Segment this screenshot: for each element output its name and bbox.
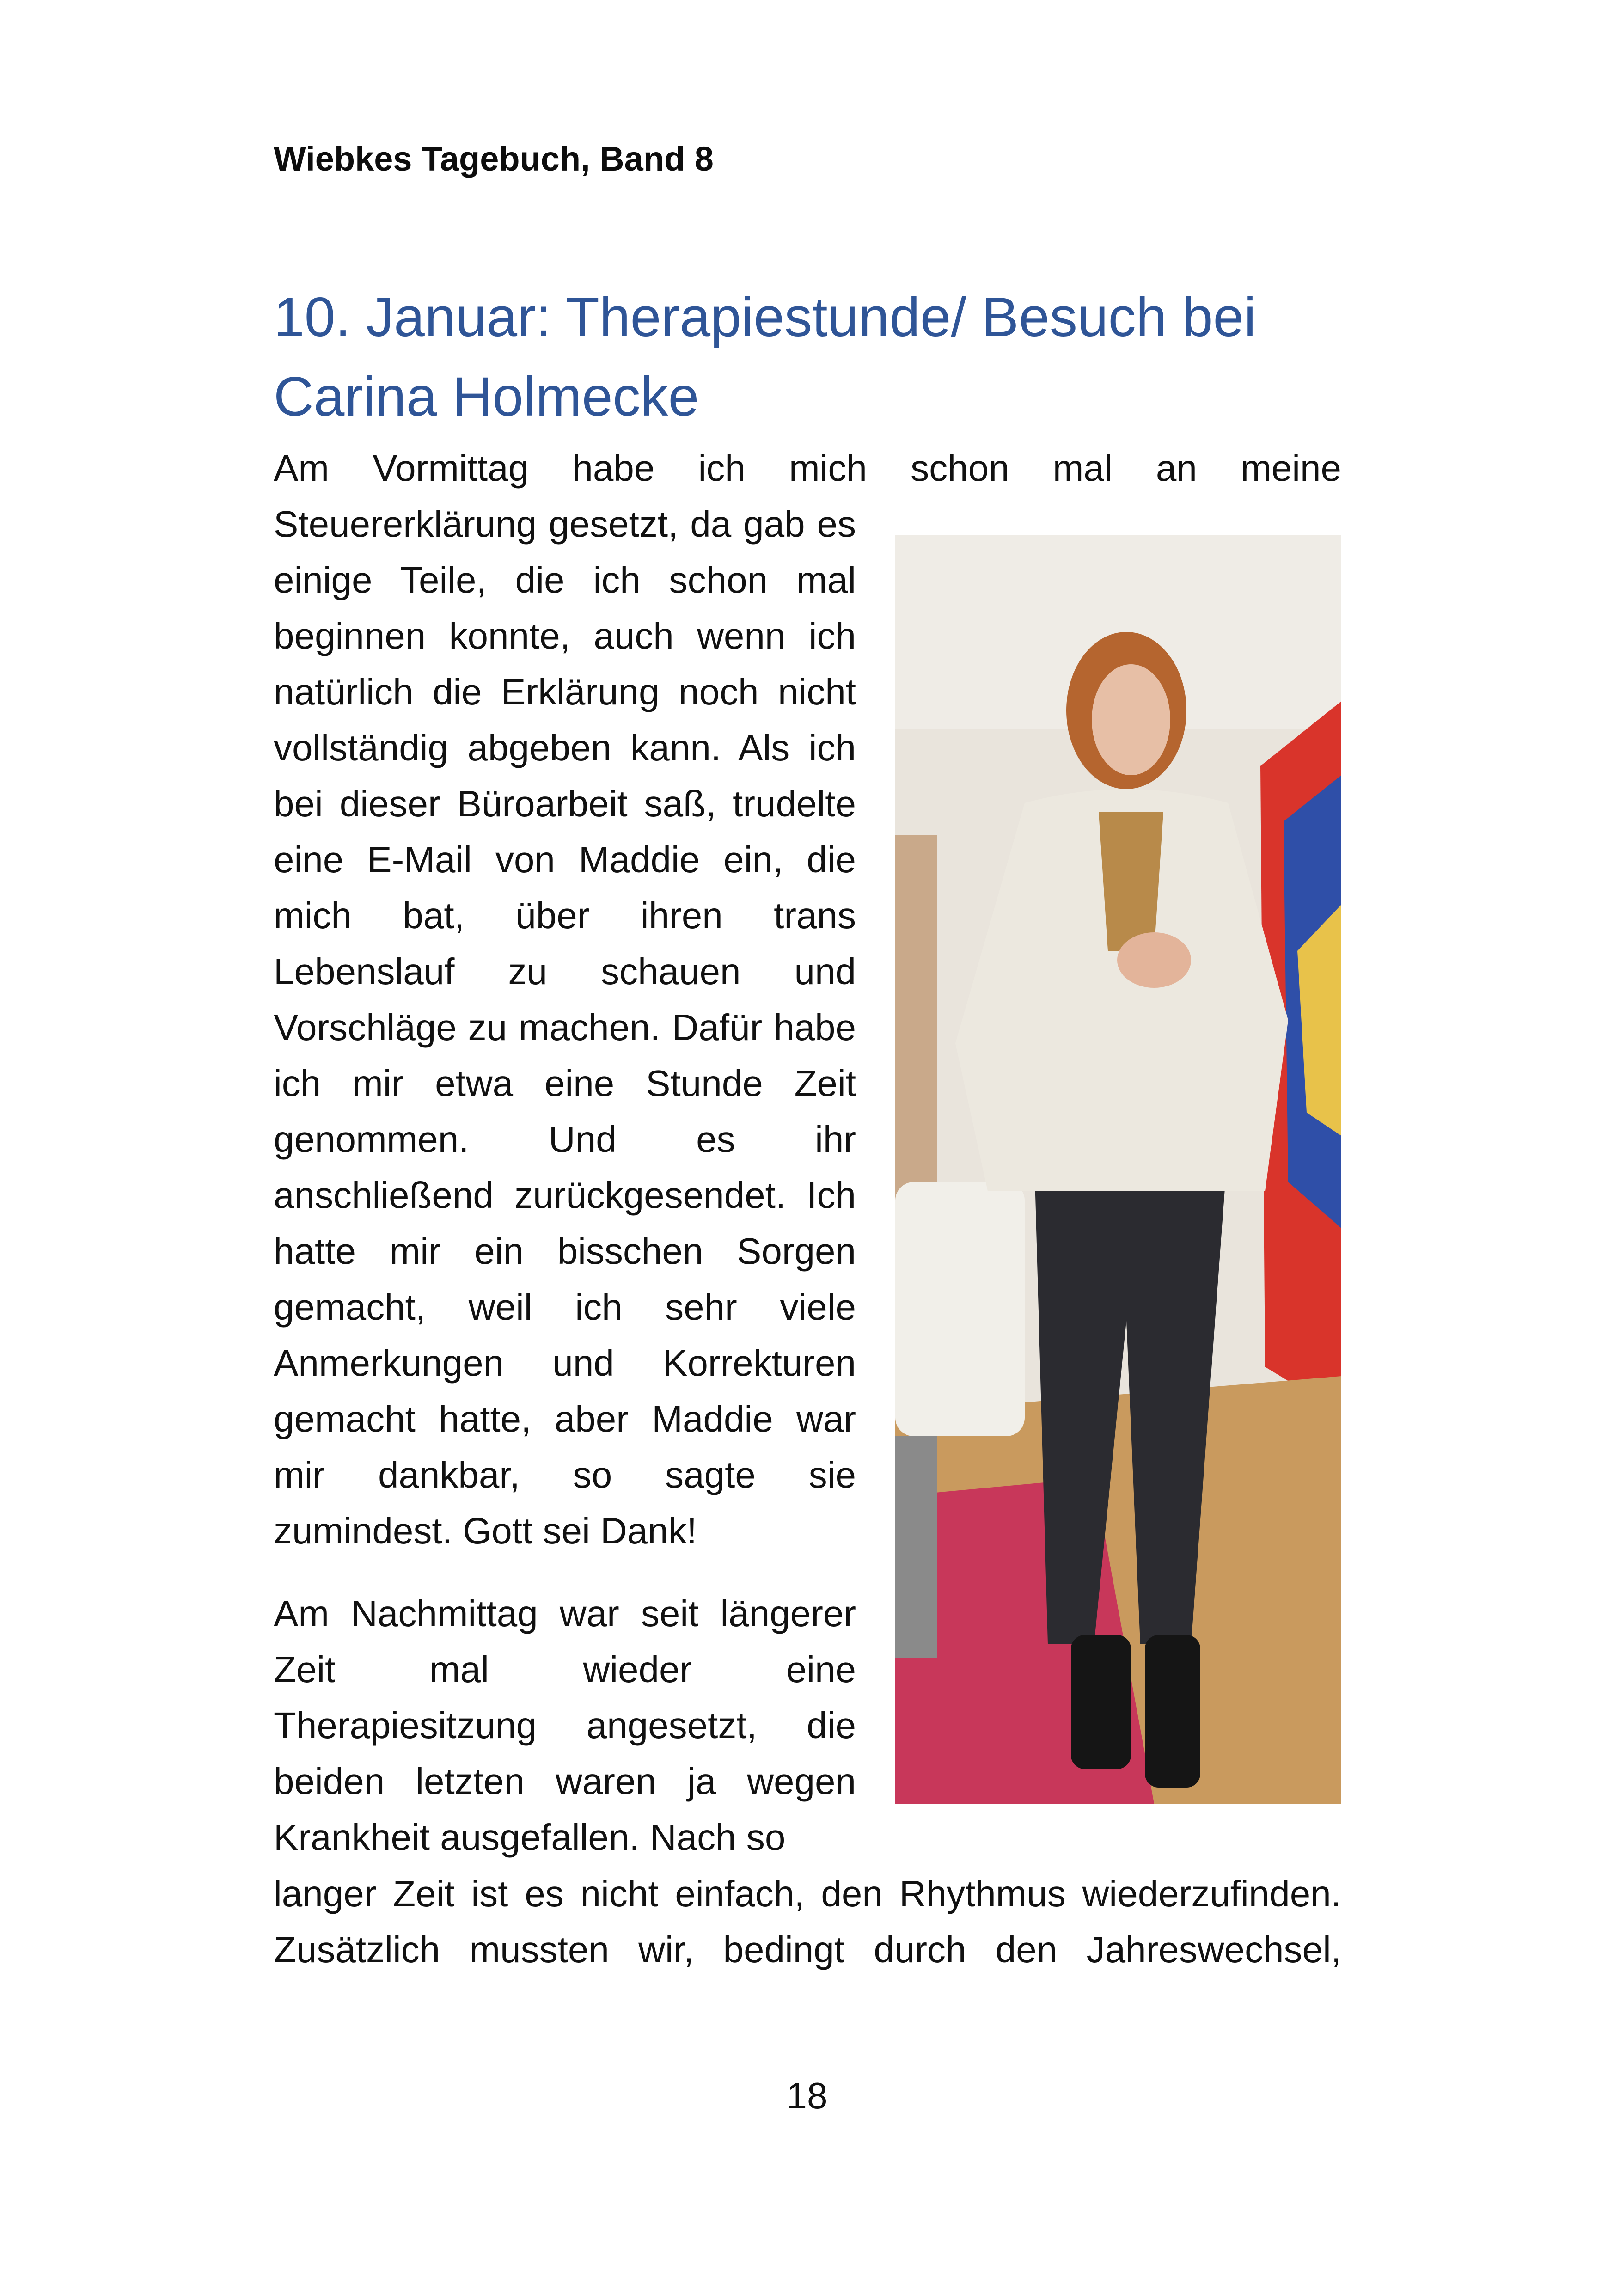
- photo-face: [1092, 664, 1170, 775]
- photo-boot-left: [1071, 1635, 1131, 1769]
- paragraph-full-width: langer Zeit ist es nicht einfach, den Rhythmus wiederzufinden. Zusätzlich mussten wir, bedingt durch den Jahreswechsel,: [274, 1873, 1341, 1970]
- photo-sofa: [895, 1182, 1025, 1436]
- portrait-photo: [895, 535, 1341, 1804]
- photo-illustration: [895, 535, 1341, 1804]
- paragraph-column-1: Steuererklärung gesetzt, da gab es einige Teile, die ich schon mal beginnen konnte, auch wenn ich natürlich die Erklärung noch nicht vollständig abgeben kann. Als ich bei dieser Büroarbeit saß, trudelte eine E-Mail von Maddie ein, die mich bat, über ihren trans Lebenslauf zu schauen und Vorschläge zu machen. Dafür habe ich mir etwa eine Stunde Zeit genommen. Und es ihr anschließend zurückgesendet. Ich hatte mir ein bisschen Sorgen gemacht, weil ich sehr viele Anmerkungen und Korrekturen gemacht hatte, aber Maddie war mir dankbar, so sagte sie zumindest. Gott sei Dank!: [274, 503, 856, 1551]
- photo-blouse: [1099, 812, 1163, 951]
- photo-hands: [1117, 932, 1191, 988]
- photo-boot-right: [1145, 1635, 1200, 1788]
- paragraph-lead-line: Am Vormittag habe ich mich schon mal an meine: [274, 447, 1341, 489]
- chapter-title: 10. Januar: Therapiestunde/ Besuch bei Carina Holmecke: [274, 286, 1256, 428]
- running-header: Wiebkes Tagebuch, Band 8: [274, 140, 714, 178]
- paragraph-column-2: Am Nachmittag war seit längerer Zeit mal wieder eine Therapiesitzung angesetzt, die beiden letzten waren ja wegen Krankheit ausgefallen. Nach so: [274, 1593, 856, 1858]
- photo-cabinet: [895, 1436, 937, 1658]
- page-number: 18: [786, 2075, 828, 2116]
